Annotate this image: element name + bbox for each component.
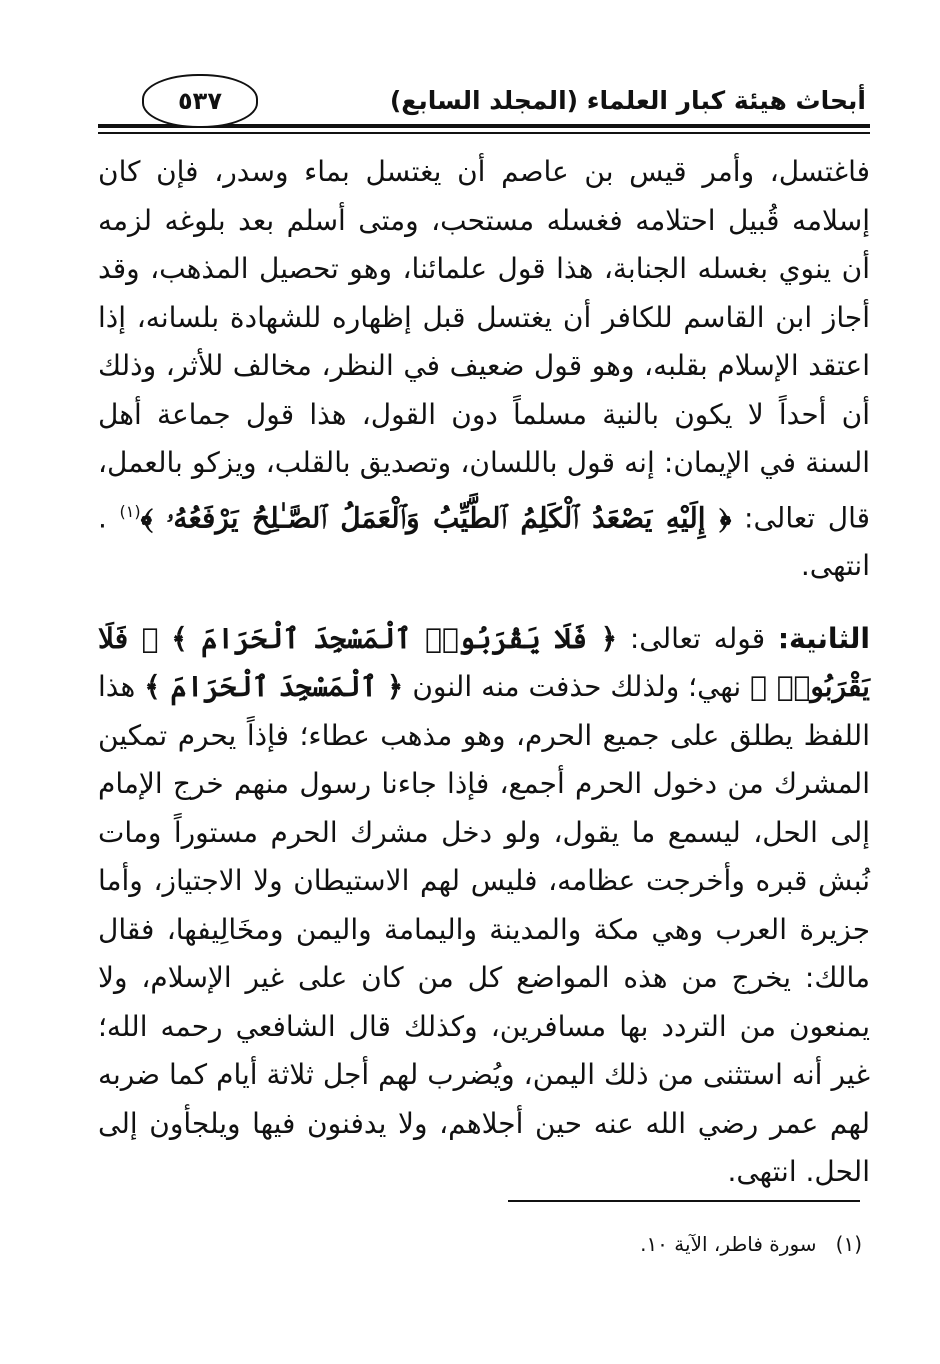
footnote-rule: [508, 1200, 860, 1202]
paragraph-1: [98, 148, 870, 591]
paragraph-2: [98, 615, 870, 1197]
footnote-text: سورة فاطر، الآية ١٠.: [640, 1232, 817, 1256]
paragraph-2-intro: قوله تعالى:: [629, 621, 766, 655]
paragraph-2-text-1: نهي؛ ولذلك حذفت منه النون: [412, 670, 742, 704]
page-number: ٥٣٧: [142, 74, 258, 128]
footnote-marker: (١): [119, 501, 141, 521]
running-title: أبحاث هيئة كبار العلماء (المجلد السابع): [389, 86, 866, 115]
paragraph-1-text: فاغتسل، وأمر قيس بن عاصم أن يغتسل بماء وسدر، فإن كان إسلامه قُبيل احتلامه فغسله مستحب، ومتى أسلم بعد بلوغه لزمه أن ينوي بغسله الجنابة، هذا قول علمائنا، وهو تحصيل المذهب، وقد أجاز ابن القاسم للكافر أن يغتسل قبل إظهاره للشهادة بلسانه، إذا اعتقد الإسلام بقلبه، وهو قول ضعيف في النظر، مخالف للأثر، وذلك أن أحداً لا يكون بالنية مسلماً دون القول، هذا قول جماعة أهل السنة في الإيمان: إنه قول باللسان، وتصديق بالقلب، ويزكو بالعمل، قال تعالى:: [98, 155, 871, 534]
paragraph-gap: [98, 591, 870, 615]
paragraph-2-text-2: هذا اللفظ يطلق على جميع الحرم، وهو مذهب عطاء؛ فإذاً يحرم تمكين المشرك من دخول الحرم أجمع، فإذا جاءنا رسول منهم خرج الإمام إلى الحل، ليسمع ما يقول، ولو دخل مشرك الحرم مستوراً ومات نُبش قبره وأخرجت عظامه، فليس لهم الاستيطان ولا الاجتياز، وأما جزيرة العرب وهي مكة والمدينة واليمامة واليمن ومخَالِيفها، فقال مالك: يخرج من هذه المواضع كل من كان على غير الإسلام، ولا يمنعون من التردد بها مسافرين، وكذلك قال الشافعي رحمه الله؛ غير أنه استثنى من ذلك اليمن، ويُضرب لهم أجل ثلاثة أيام كما ضربه لهم عمر رضي الله عنه حين أجلاهم، ولا يدفنون فيها ويلجأون إلى الحل. انتهى.: [98, 670, 870, 1189]
quran-verse-fatir: ﴿ إِلَيْهِ يَصْعَدُ ٱلْكَلِمُ ٱلطَّيِّبُ وَٱلْعَمَلُ ٱلصَّـٰلِحُ يَرْفَعُهُۥ ﴾: [140, 500, 732, 534]
quran-verse-masjid: ﴿ ٱلْمَسْجِدَ ٱلْحَرَامَ ﴾: [144, 670, 404, 704]
footnote-marker-text: (١): [835, 1232, 862, 1256]
quran-verse-tawbah: ﴿ فَلَا يَقْرَبُوا۟ ٱلْمَسْجِدَ ٱلْحَرَامَ ﴾: [171, 621, 618, 655]
quran-verse-fragment: ﴿ فَلَا يَقْرَبُوا۟ ﴾: [98, 621, 870, 704]
paragraph-2-lead: الثانية:: [777, 621, 870, 655]
footnote: [640, 1232, 862, 1256]
header-rule-thin: [98, 132, 870, 134]
paragraph-1-ending: . انتهى.: [98, 500, 870, 583]
page-header: [98, 74, 870, 136]
body-text: [98, 148, 870, 1197]
